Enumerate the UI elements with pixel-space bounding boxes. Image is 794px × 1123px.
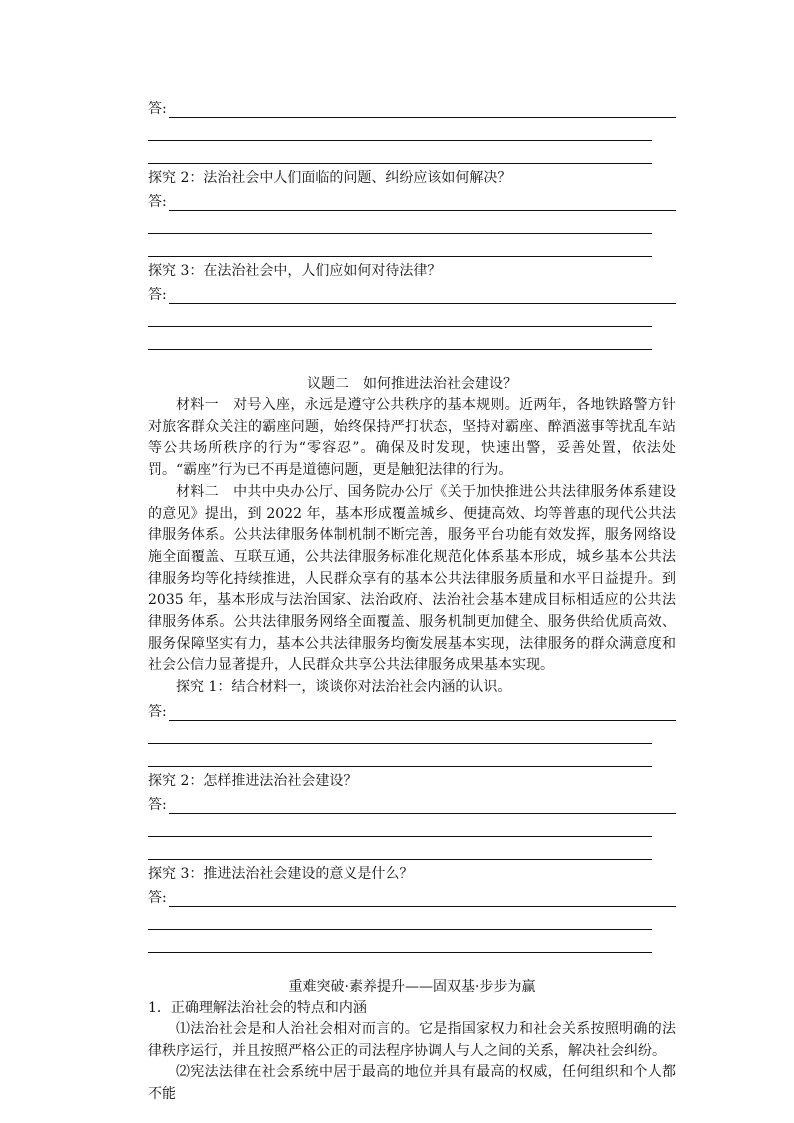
point-1-item-2: ⑵宪法法律在社会系统中居于最高的地位并具有最高的权威，任何组织和个人都不能	[148, 1064, 676, 1102]
answer-blank[interactable]	[169, 799, 676, 814]
answer-blank[interactable]	[148, 211, 652, 234]
answer-row	[148, 885, 676, 907]
answer-blank[interactable]	[148, 721, 652, 744]
answer-blank[interactable]	[148, 234, 652, 257]
answer-label: 答:	[148, 194, 167, 210]
breakthrough-title: 重难突破·素养提升——固双基·步步为赢	[288, 978, 536, 995]
answer-blank[interactable]	[148, 118, 652, 141]
answer-blank[interactable]	[148, 930, 652, 953]
answer-label: 答:	[148, 703, 167, 720]
question-s1-q2: 探究 2：法治社会中人们面临的问题、纠纷应该如何解决？	[148, 170, 512, 186]
answer-blank[interactable]	[169, 289, 676, 304]
question-t2-q1: 探究 1：结合材料一，谈谈你对法治社会内涵的认识。	[176, 679, 512, 696]
point-1-item-1: ⑴法治社会是和人治社会相对而言的。它是指国家权力和社会关系按照明确的法律秩序运行，并且按照严格公正的司法程序协调人与人之间的关系，解决社会纠纷。	[148, 1020, 676, 1059]
material-1: 材料一 对号入座，永远是遵守公共秩序的基本规则。近两年，各地铁路警方针对旅客群众关注的霸座问题，始终保持严打状态，坚持对霸座、醉酒滋事等扰乱车站等公共场所秩序的行为“零容忍”。确保及时发现，快速出警，妥善处置，依法处罚。“霸座”行为已不再是道德问题，更是触犯法律的行为。	[148, 397, 676, 479]
answer-row	[148, 792, 676, 814]
answer-blank[interactable]	[169, 706, 676, 721]
question-s1-q3: 探究 3：在法治社会中，人们应如何对待法律？	[148, 263, 442, 279]
answer-row	[148, 282, 676, 304]
answer-blank[interactable]	[148, 907, 652, 930]
answer-blank[interactable]	[169, 196, 676, 211]
answer-blank[interactable]	[148, 837, 652, 860]
material-2: 材料二 中共中央办公厅、国务院办公厅《关于加快推进公共法律服务体系建设的意见》提出，到 2022 年，基本形成覆盖城乡、便捷高效、均等普惠的现代公共法律服务体系。公共法律服务体制机制不断完善，服务平台功能有效发挥，服务网络设施全面覆盖、互联互通，公共法律服务标准化规范化体系基本形成，城乡基本公共法律服务均等化持续推进，人民群众享有的基本公共法律服务质量和水平日益提升。到 2035 年，基本形成与法治国家、法治政府、法治社会基本建成目标相适应的公共法律服务体系。公共法律服务网络全面覆盖、服务机制更加健全、服务供给优质高效、服务保障坚实有力，基本公共法律服务均衡发展基本实现，法律服务的群众满意度和社会公信力显著提升，人民群众共享公共法律服务成果基本实现。	[148, 483, 676, 674]
point-1-heading: 1．正确理解法治社会的特点和内涵	[148, 999, 367, 1016]
answer-row	[148, 189, 676, 211]
answer-label: 答:	[148, 796, 167, 813]
question-t2-q3: 探究 3：推进法治社会建设的意义是什么？	[148, 865, 414, 882]
answer-blank[interactable]	[169, 892, 676, 907]
answer-label: 答:	[148, 287, 167, 303]
answer-label: 答:	[148, 101, 167, 117]
answer-row	[148, 96, 676, 118]
question-t2-q2: 探究 2：怎样推进法治社会建设？	[148, 772, 358, 789]
answer-blank[interactable]	[148, 304, 652, 327]
answer-label: 答:	[148, 889, 167, 906]
topic2-title: 议题二 如何推进法治社会建设？	[307, 376, 517, 392]
answer-blank[interactable]	[148, 141, 652, 164]
answer-blank[interactable]	[148, 327, 652, 350]
answer-row	[148, 699, 676, 721]
worksheet-page	[148, 96, 676, 1106]
answer-blank[interactable]	[148, 744, 652, 767]
answer-blank[interactable]	[148, 814, 652, 837]
answer-blank[interactable]	[169, 103, 676, 118]
